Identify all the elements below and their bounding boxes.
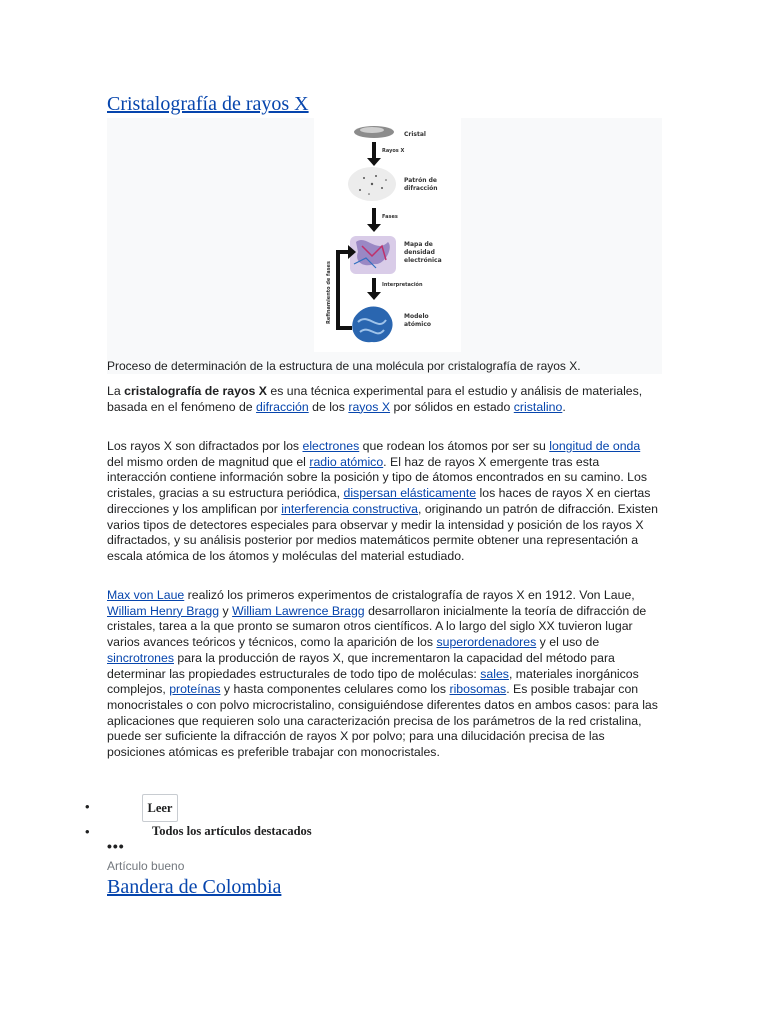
bullet: • <box>85 824 90 839</box>
label-patron-2: difracción <box>404 185 438 192</box>
label-mapa-2: densidad <box>404 249 435 256</box>
figure <box>107 118 662 374</box>
label-modelo-2: atómico <box>404 321 432 328</box>
label-cristal: Cristal <box>404 131 426 138</box>
article-title-link[interactable]: Cristalografía de rayos X <box>107 93 309 115</box>
diagram-svg <box>314 118 461 352</box>
more-options-icon[interactable]: ••• <box>107 838 125 854</box>
tab-todos-los-articulos[interactable]: Todos los artículos destacados <box>152 824 312 838</box>
next-article-title-link[interactable]: Bandera de Colombia <box>107 876 282 898</box>
tab-row-leer <box>85 793 385 823</box>
tab-row-todos <box>85 823 385 845</box>
crystal-icon <box>354 126 394 138</box>
link-sales[interactable]: sales <box>480 666 509 681</box>
density-map-icon <box>350 236 396 274</box>
figure-caption: Proceso de determinación de la estructura de una molécula por cristalografía de rayos X. <box>107 359 581 373</box>
term-bold: cristalografía de rayos X <box>124 384 267 398</box>
link-ribosomas[interactable]: ribosomas <box>449 682 507 697</box>
bullet: • <box>85 799 90 814</box>
link-william-lawrence-bragg[interactable]: William Lawrence Bragg <box>232 603 365 618</box>
body-paragraph-3: Max von Laue realizó los primeros experimentos de cristalografía de rayos X en 1912. Von Laue, William Henry Bragg y William Lawrence Bragg desarrollaron inicialmente la teoría de difracción de cristales, tarea a la que pronto se sumaron otros científicos. A lo largo del siglo XX tuvieron lugar varios avances teóricos y técnicos, como la aparición de los superordenadores y el uso de sincrotrones para la producción de rayos X, que incrementaron la capacidad del método para determinar las propiedades estructurales de todo tipo de moléculas: sales, materiales inorgánicos complejos, proteínas y hasta componentes celulares como los ribosomas. Es posible trabajar con monocristales o con polvo microcristalino, consiguiéndose diferentes datos en ambos casos: para las aplicaciones que requieren solo una caracterización precisa de los parámetros de la red cristalina, puede ser suficiente la difracción de rayos X por polvo; para una dilucidación precisa de las posiciones atómicas es preferible trabajar con monocristales. <box>107 588 658 760</box>
link-sincrotrones[interactable]: sincrotrones <box>107 650 174 665</box>
article-tabs <box>85 793 385 845</box>
arrow-down-icon <box>367 208 381 232</box>
link-cristalino[interactable]: cristalino <box>513 399 563 414</box>
arrow-down-icon <box>367 142 381 166</box>
intro-paragraph: La cristalografía de rayos X es una técnica experimental para el estudio y análisis de materiales, basada en el fenómeno de difracción de los rayos X por sólidos en estado cristalino. <box>107 384 643 414</box>
article-kicker: Artículo bueno <box>107 859 185 873</box>
link-electrones[interactable]: electrones <box>302 439 360 453</box>
link-dispersan-elasticamente[interactable]: dispersan elásticamente <box>343 486 477 501</box>
label-refinamiento: Refinamiento de fases <box>326 261 332 324</box>
arrow-down-icon <box>367 278 381 300</box>
link-difraccion[interactable]: difracción <box>256 399 309 414</box>
link-superordenadores[interactable]: superordenadores <box>436 635 537 650</box>
label-mapa-3: electrónica <box>404 257 442 264</box>
diffraction-pattern-icon <box>348 167 396 201</box>
label-modelo-1: Modelo <box>404 313 429 320</box>
link-max-von-laue[interactable]: Max von Laue <box>107 588 185 602</box>
link-longitud-de-onda[interactable]: longitud de onda <box>549 439 641 453</box>
link-radio-atomico[interactable]: radio atómico <box>309 454 384 469</box>
body-paragraph-2: Los rayos X son difractados por los electrones que rodean los átomos por ser su longitud de onda del mismo orden de magnitud que el radio atómico. El haz de rayos X emergente tras esta interacción contiene información sobre la posición y tipo de átomos encontrados en su camino. Los cristales, gracias a su estructura periódica, dispersan elásticamente los haces de rayos X en ciertas direcciones y los amplifican por interferencia constructiva, originando un patrón de difracción. Existen varios tipos de detectores especiales para observar y medir la intensidad y posición de los rayos X difractados, y su análisis posterior por medios matemáticos permite obtener una representación a escala atómica de los átomos y moléculas del material estudiado. <box>107 439 658 563</box>
label-patron-1: Patrón de <box>404 177 437 184</box>
atomic-model-icon <box>352 307 392 343</box>
link-william-henry-bragg[interactable]: William Henry Bragg <box>107 603 220 618</box>
crystallography-diagram[interactable] <box>314 118 461 352</box>
link-interferencia-constructiva[interactable]: interferencia constructiva <box>281 501 418 516</box>
link-proteinas[interactable]: proteínas <box>169 682 221 697</box>
label-interpretacion: Interpretación <box>382 282 423 288</box>
label-fases: Fases <box>382 214 398 220</box>
tab-leer[interactable]: Leer <box>142 794 178 822</box>
label-mapa-1: Mapa de <box>404 241 433 248</box>
label-rayos-x: Rayos X <box>382 148 405 154</box>
link-rayos-x[interactable]: rayos X <box>348 399 391 414</box>
